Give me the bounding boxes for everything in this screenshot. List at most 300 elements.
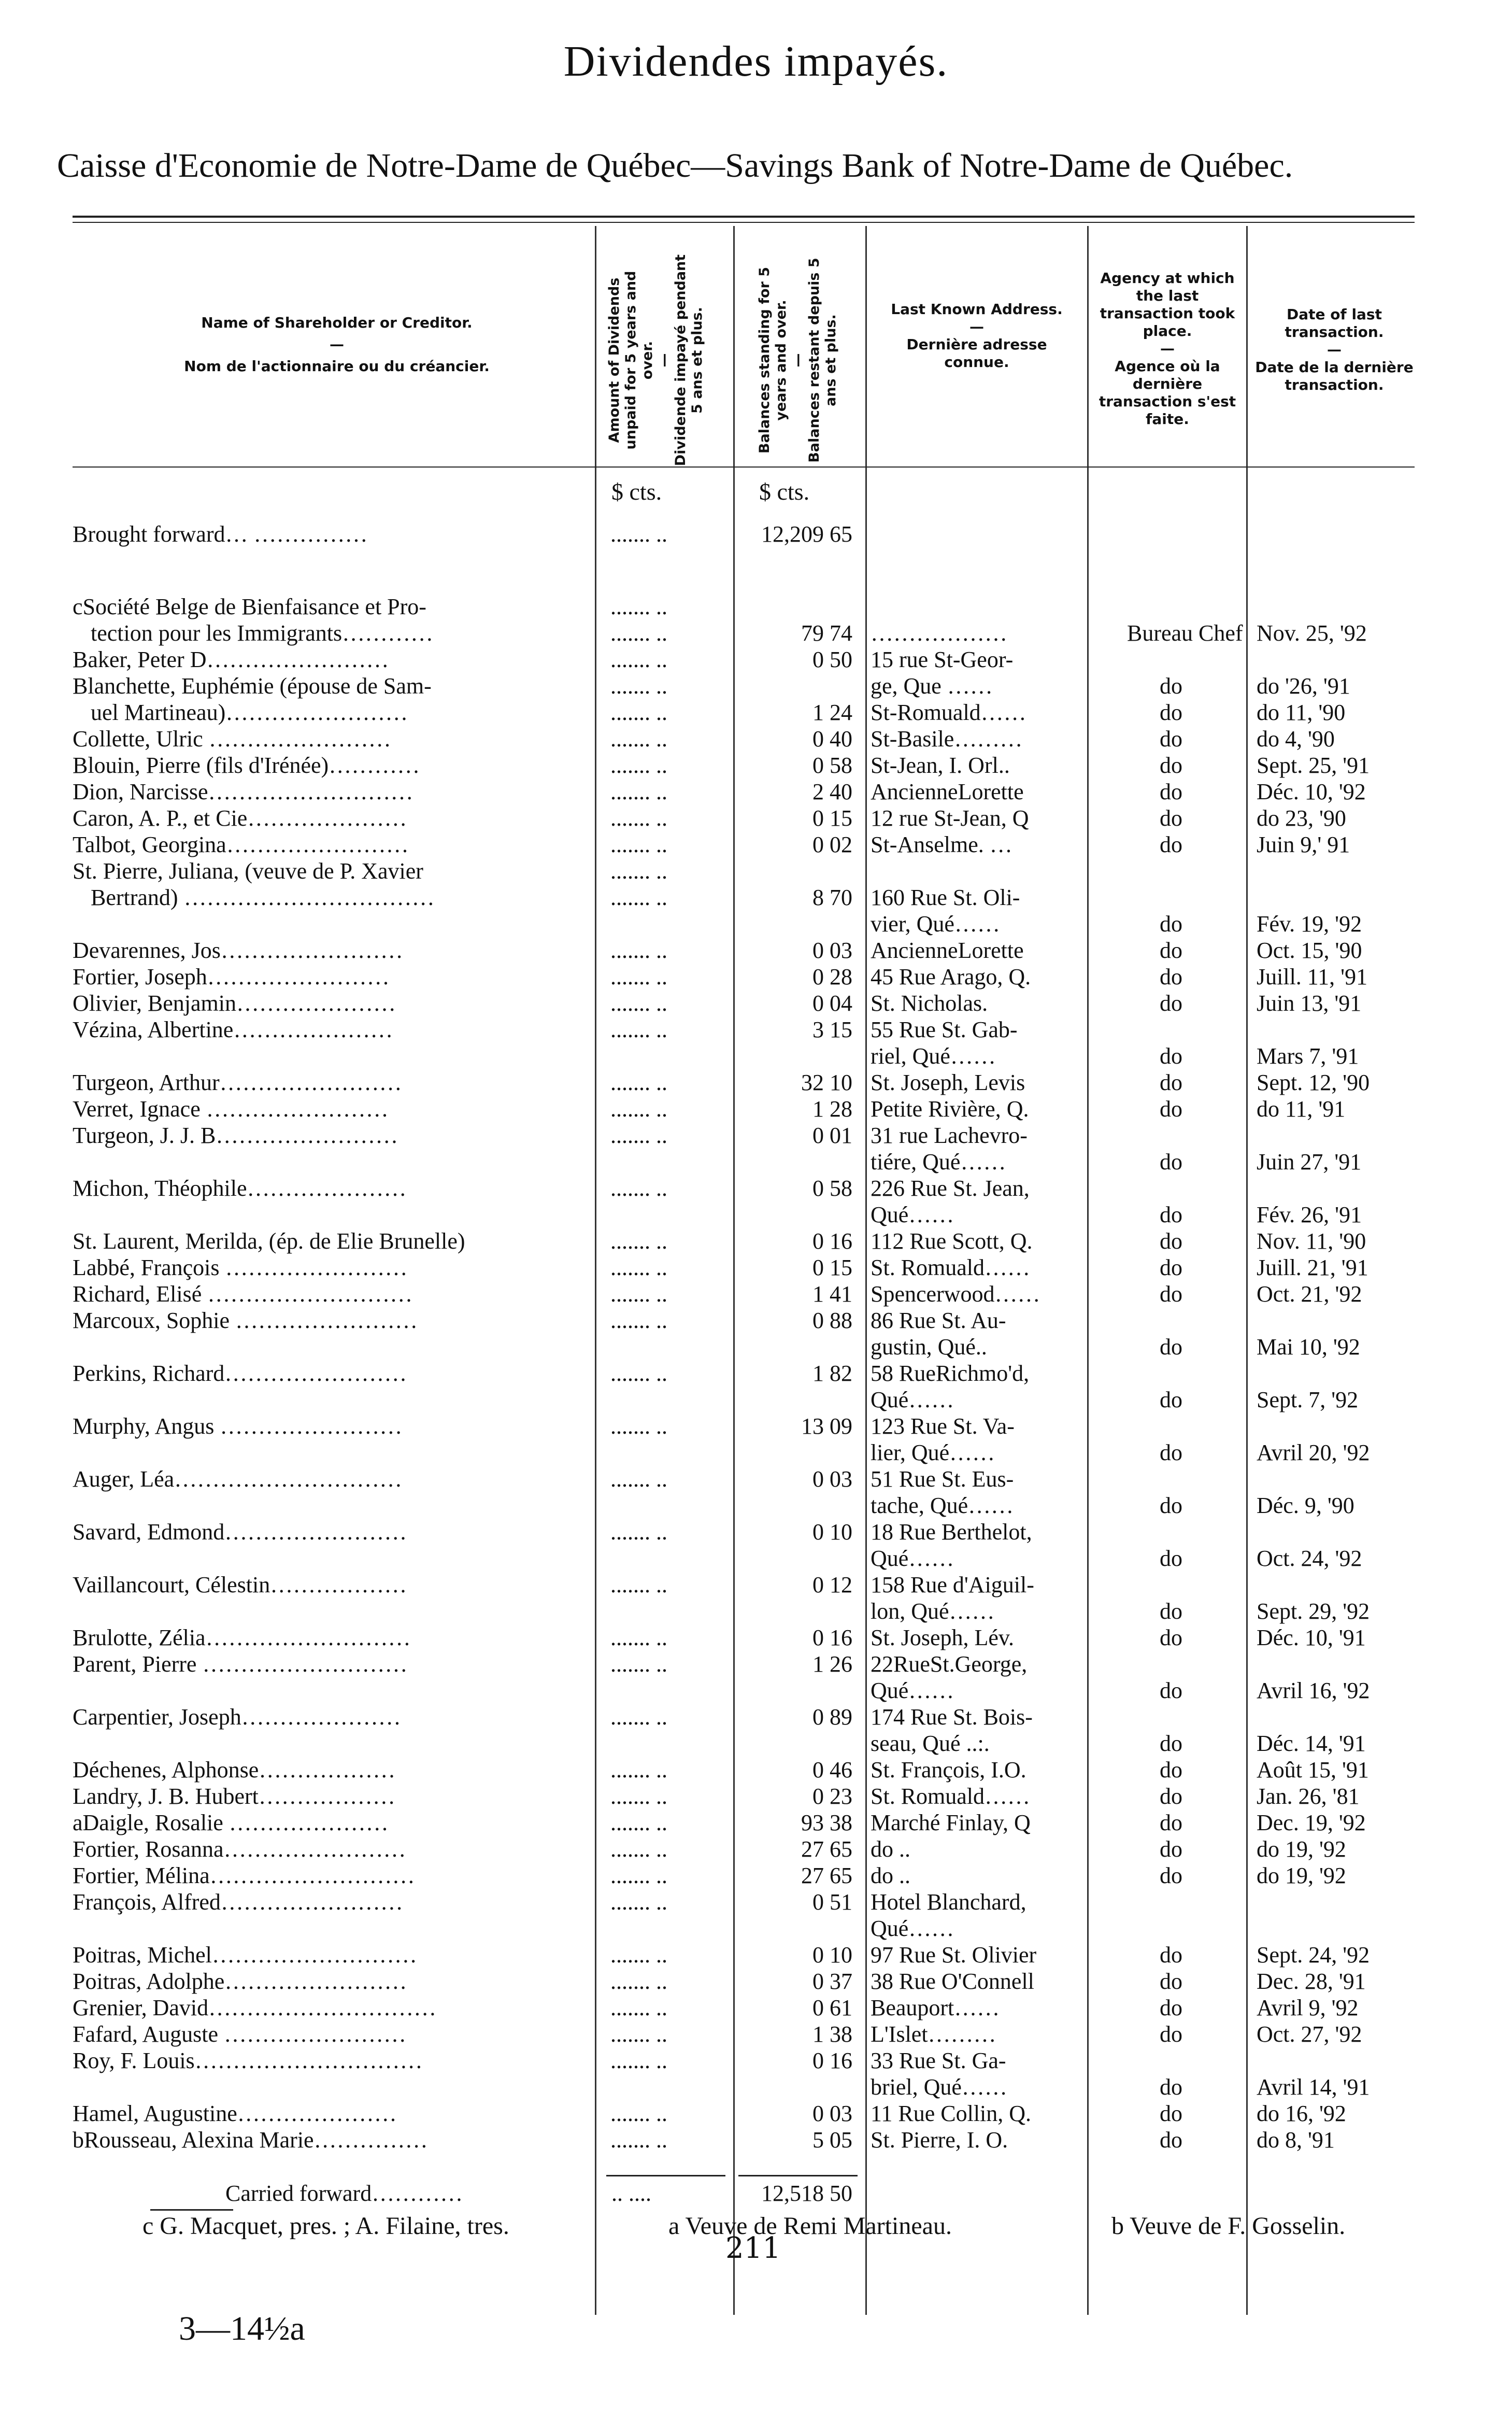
balance-amount: 0 16 [812,2048,852,2073]
balance-amount: 0 12 [812,1572,852,1597]
last-known-address: briel, Qué…… [871,2074,1007,2100]
balance-amount: 0 23 [812,1784,852,1809]
header-top-rule [73,216,1415,218]
last-known-address: AncienneLorette [871,938,1024,963]
header-date-dash: — [1327,341,1342,358]
header-name-en: Name of Shareholder or Creditor. [201,314,473,331]
balance-amount: 0 51 [812,1889,852,1915]
last-known-address: 11 Rue Collin, Q. [871,2101,1032,2126]
shareholder-name: Poitras, Adolphe…………………… [73,1969,407,1994]
agency: do [1160,1810,1182,1835]
header-dividends [606,251,705,469]
balance-amount: 0 37 [812,1969,852,1994]
agency: do [1160,1493,1182,1518]
shareholder-name: Richard, Elisé ……………………… [73,1281,413,1307]
last-transaction-date: Juill. 11, '91 [1257,964,1368,989]
dividends-leader-dots: ....... .. [610,2101,667,2126]
shareholder-name: aDaigle, Rosalie ………………… [73,1810,389,1835]
shareholder-name: Carpentier, Joseph………………… [73,1704,401,1730]
shareholder-name: Parent, Pierre ……………………… [73,1651,408,1677]
header-balances-dash: — [790,353,806,367]
balance-amount: 0 58 [812,753,852,778]
agency: do [1160,779,1182,804]
agency: do [1160,1969,1182,1994]
last-known-address: 86 Rue St. Au- [871,1308,1006,1333]
last-known-address: St. Nicholas. [871,991,988,1016]
agency: do [1160,1863,1182,1888]
last-known-address: St-Jean, I. Orl.. [871,753,1010,778]
last-transaction-date: do 16, '92 [1257,2101,1346,2126]
header-date [1251,306,1417,394]
shareholder-name: Talbot, Georgina…………………… [73,832,409,857]
shareholder-name: Bertrand) …………………………… [91,885,435,910]
balance-amount: 0 15 [812,805,852,831]
last-known-address: do .. [871,1836,910,1862]
dividends-leader-dots: ....... .. [610,832,667,857]
dividends-leader-dots: ....... .. [610,1969,667,1994]
shareholder-name: Caron, A. P., et Cie………………… [73,805,407,831]
agency: do [1160,1625,1182,1650]
last-transaction-date: Sept. 29, '92 [1257,1599,1370,1624]
dividends-leader-dots: ....... .. [610,1651,667,1677]
shareholder-name: Blouin, Pierre (fils d'Irénée)………… [73,753,420,778]
balance-amount: 0 01 [812,1123,852,1148]
last-known-address: 51 Rue St. Eus- [871,1466,1014,1492]
last-known-address: 45 Rue Arago, Q. [871,964,1031,989]
dividends-leader-dots: ....... .. [610,1704,667,1730]
agency: do [1160,700,1182,725]
last-transaction-date: do 23, '90 [1257,805,1346,831]
footnote-rule [150,2209,233,2211]
dividends-leader-dots: ....... .. [610,1625,667,1650]
shareholder-name: Hamel, Augustine………………… [73,2101,397,2126]
agency: do [1160,1784,1182,1809]
header-balances-fr: Balances restant depuis 5 ans et plus. [806,258,839,463]
header-balances-en: Balances standing for 5 years and over. [757,266,789,454]
agency: do [1160,1678,1182,1703]
column-divider-agency [1246,226,1248,2315]
last-known-address: seau, Qué ..:. [871,1731,990,1756]
agency: do [1160,938,1182,963]
balance-amount: 0 03 [812,2101,852,2126]
last-known-address: St. Joseph, Levis [871,1070,1025,1095]
last-transaction-date: Avril 14, '91 [1257,2074,1370,2100]
column-divider-balances [865,226,867,2315]
dividends-leader-dots: ....... .. [610,2021,667,2047]
last-known-address: St. François, I.O. [871,1757,1026,1783]
agency: do [1160,911,1182,937]
last-known-address: Qué…… [871,1916,954,1941]
agency: do [1160,2021,1182,2047]
last-transaction-date: Dec. 19, '92 [1257,1810,1366,1835]
balance-amount: 1 28 [812,1096,852,1122]
balance-amount: 0 40 [812,726,852,752]
last-transaction-date: Déc. 14, '91 [1257,1731,1366,1756]
shareholder-name: Landry, J. B. Hubert……………… [73,1784,395,1809]
balance-amount: 13 09 [801,1413,852,1439]
last-transaction-date: Juin 27, '91 [1257,1149,1362,1175]
carried-forward-amount: 12,518 50 [761,2181,852,2206]
agency: do [1160,726,1182,752]
dividends-leader-dots: ....... .. [610,2127,667,2153]
shareholder-name: Brulotte, Zélia……………………… [73,1625,411,1650]
last-known-address: riel, Qué…… [871,1043,996,1069]
shareholder-name: Vaillancourt, Célestin……………… [73,1572,407,1597]
last-known-address: do .. [871,1863,910,1888]
dividends-leader-dots: ....... .. [610,1889,667,1915]
dividends-leader-dots: ....... .. [610,700,667,725]
balance-amount: 0 16 [812,1228,852,1254]
header-top-rule-thin [73,222,1415,223]
last-known-address: St. Romuald…… [871,1255,1031,1280]
dividends-leader-dots: ....... .. [610,1572,667,1597]
last-known-address: lon, Qué…… [871,1599,995,1624]
shareholder-name: Vézina, Albertine………………… [73,1017,393,1042]
balance-amount: 27 65 [801,1863,852,1888]
last-transaction-date: Avril 20, '92 [1257,1440,1370,1465]
dividends-leader-dots: ....... .. [610,1519,667,1545]
last-known-address: Marché Finlay, Q [871,1810,1031,1835]
page-title: Dividendes impayés. [563,37,949,86]
last-known-address: L'Islet……… [871,2021,996,2047]
shareholder-name: tection pour les Immigrants………… [91,620,434,646]
balance-amount: 93 38 [801,1810,852,1835]
shareholder-name: bRousseau, Alexina Marie…………… [73,2127,428,2153]
agency: do [1160,1599,1182,1624]
last-transaction-date: Jan. 26, '81 [1257,1784,1360,1809]
dividends-leader-dots: ....... .. [610,1757,667,1783]
last-known-address: 15 rue St-Geor- [871,647,1014,672]
header-agency-dash: — [1160,340,1175,357]
last-known-address: 12 rue St-Jean, Q [871,805,1029,831]
balance-amount: 1 38 [812,2021,852,2047]
agency: do [1160,1149,1182,1175]
balance-amount: 12,209 65 [761,521,852,547]
shareholder-name: Dion, Narcisse……………………… [73,779,413,804]
dividends-leader-dots: ....... .. [610,964,667,989]
units-balances: $ cts. [759,478,810,505]
agency: do [1160,2127,1182,2153]
agency: do [1160,1836,1182,1862]
header-dash: — [330,336,344,353]
last-known-address: Qué…… [871,1202,954,1227]
shareholder-name: Fortier, Mélina……………………… [73,1863,415,1888]
last-transaction-date: do 8, '91 [1257,2127,1335,2153]
last-known-address: 58 RueRichmo'd, [871,1361,1030,1386]
header-balances [757,251,839,469]
last-transaction-date: Sept. 25, '91 [1257,753,1370,778]
shareholder-name: cSociété Belge de Bienfaisance et Pro- [73,594,426,619]
last-known-address: Beauport…… [871,1995,1000,2020]
last-known-address: St. Romuald…… [871,1784,1031,1809]
last-known-address: Hotel Blanchard, [871,1889,1026,1915]
shareholder-name: Collette, Ulric …………………… [73,726,391,752]
dividends-leader-dots: ....... .. [610,521,667,547]
last-known-address: St-Basile……… [871,726,1023,752]
last-known-address: vier, Qué…… [871,911,1000,937]
last-known-address: St. Joseph, Lév. [871,1625,1015,1650]
last-known-address: 123 Rue St. Va- [871,1413,1015,1439]
dividends-leader-dots: ....... .. [610,1784,667,1809]
last-transaction-date: Déc. 9, '90 [1257,1493,1354,1518]
last-transaction-date: Mars 7, '91 [1257,1043,1359,1069]
dividends-leader-dots: ....... .. [610,1810,667,1835]
last-known-address: 158 Rue d'Aiguil- [871,1572,1034,1597]
balance-amount: 1 41 [812,1281,852,1307]
balance-amount: 1 24 [812,700,852,725]
last-known-address: Qué…… [871,1678,954,1703]
last-transaction-date: Mai 10, '92 [1257,1334,1360,1360]
last-known-address: St-Romuald…… [871,700,1026,725]
last-transaction-date: Oct. 21, '92 [1257,1281,1362,1307]
header-dividends-dash: — [656,353,672,367]
dividends-leader-dots: ....... .. [610,805,667,831]
last-transaction-date: Sept. 24, '92 [1257,1942,1370,1968]
balance-amount: 1 26 [812,1651,852,1677]
last-known-address: 160 Rue St. Oli- [871,885,1020,910]
agency: do [1160,1334,1182,1360]
last-transaction-date: do '26, '91 [1257,673,1350,699]
agency: do [1160,1281,1182,1307]
shareholder-name: St. Pierre, Juliana, (veuve de P. Xavier [73,858,423,884]
last-transaction-date: Avril 9, '92 [1257,1995,1359,2020]
carried-forward-label: Carried forward………… [225,2181,463,2206]
header-agency-en: Agency at which the last transaction took place. [1100,270,1235,340]
dividends-leader-dots: ....... .. [610,726,667,752]
carried-forward-dividends-dots: .. .... [611,2181,651,2206]
last-known-address: 18 Rue Berthelot, [871,1519,1032,1545]
balance-amount: 79 74 [801,620,852,646]
last-transaction-date: Fév. 26, '91 [1257,1202,1362,1227]
agency: do [1160,991,1182,1016]
agency: do [1160,2074,1182,2100]
agency: do [1160,805,1182,831]
dividends-leader-dots: ....... .. [610,2048,667,2073]
last-transaction-date: Dec. 28, '91 [1257,1969,1366,1994]
balance-amount: 0 16 [812,1625,852,1650]
balance-amount: 0 50 [812,647,852,672]
last-known-address: Spencerwood…… [871,1281,1040,1307]
dividends-leader-dots: ....... .. [610,1836,667,1862]
shareholder-name: Turgeon, Arthur…………………… [73,1070,402,1095]
balance-amount: 32 10 [801,1070,852,1095]
last-known-address: 22RueSt.George, [871,1651,1028,1677]
last-known-address: 38 Rue O'Connell [871,1969,1034,1994]
shareholder-name: St. Laurent, Merilda, (ép. de Elie Brunelle) [73,1228,465,1254]
dividends-leader-dots: ....... .. [610,647,667,672]
agency: do [1160,1546,1182,1571]
last-transaction-date: Oct. 27, '92 [1257,2021,1362,2047]
balance-amount: 0 58 [812,1176,852,1201]
dividends-leader-dots: ....... .. [610,991,667,1016]
shareholder-name: Turgeon, J. J. B…………………… [73,1123,398,1148]
shareholder-name: Verret, Ignace …………………… [73,1096,389,1122]
balance-amount: 0 10 [812,1942,852,1968]
shareholder-name: Roy, F. Louis………………………… [73,2048,423,2073]
shareholder-name: Devarennes, Jos…………………… [73,938,403,963]
agency: do [1160,1096,1182,1122]
dividends-leader-dots: ....... .. [610,1281,667,1307]
balance-amount: 0 61 [812,1995,852,2020]
footnote-a: a Veuve de Remi Martineau. [668,2212,952,2240]
last-transaction-date: do 11, '90 [1257,700,1346,725]
dividends-leader-dots: ....... .. [610,1096,667,1122]
shareholder-name: Labbé, François …………………… [73,1255,408,1280]
shareholder-name: Brought forward… …………… [73,521,368,547]
dividends-leader-dots: ....... .. [610,1017,667,1042]
last-transaction-date: Nov. 25, '92 [1257,620,1367,646]
header-date-en: Date of last transaction. [1285,306,1384,341]
last-transaction-date: Juin 13, '91 [1257,991,1362,1016]
balance-amount: 0 15 [812,1255,852,1280]
last-known-address: gustin, Qué.. [871,1334,987,1360]
agency: do [1160,2101,1182,2126]
last-transaction-date: Sept. 12, '90 [1257,1070,1370,1095]
agency: do [1160,1043,1182,1069]
header-address-en: Last Known Address. [891,301,1063,318]
last-transaction-date: do 11, '91 [1257,1096,1346,1122]
last-known-address: Qué…… [871,1546,954,1571]
dividends-leader-dots: ....... .. [610,885,667,910]
last-transaction-date: do 19, '92 [1257,1863,1346,1888]
last-known-address: 33 Rue St. Ga- [871,2048,1006,2073]
last-transaction-date: Juin 9,' 91 [1257,832,1350,857]
shareholder-name: Grenier, David………………………… [73,1995,437,2020]
agency: do [1160,1255,1182,1280]
dividends-leader-dots: ....... .. [610,594,667,619]
dividends-leader-dots: ....... .. [610,1466,667,1492]
agency: do [1160,1228,1182,1254]
header-name-fr: Nom de l'actionnaire ou du créancier. [184,358,490,375]
page-subtitle: Caisse d'Economie de Notre-Dame de Québec—Savings Bank of Notre-Dame de Québec. [57,147,1293,185]
agency: do [1160,673,1182,699]
last-known-address: St-Anselme. … [871,832,1012,857]
agency: do [1160,1387,1182,1412]
balance-amount: 0 89 [812,1704,852,1730]
agency: do [1160,1995,1182,2020]
last-transaction-date: Sept. 7, '92 [1257,1387,1359,1412]
balance-amount: 0 10 [812,1519,852,1545]
balance-amount: 27 65 [801,1836,852,1862]
header-agency [1092,270,1243,428]
last-known-address: ge, Que …… [871,673,993,699]
last-known-address: St. Pierre, I. O. [871,2127,1008,2153]
sum-line-dividends [606,2175,725,2176]
last-known-address: lier, Qué…… [871,1440,995,1465]
last-known-address: 112 Rue Scott, Q. [871,1228,1033,1254]
dividends-leader-dots: ....... .. [610,1413,667,1439]
last-transaction-date: Oct. 24, '92 [1257,1546,1362,1571]
balance-amount: 3 15 [812,1017,852,1042]
header-address-dash: — [969,318,984,335]
shareholder-name: Olivier, Benjamin………………… [73,991,396,1016]
dividends-leader-dots: ....... .. [610,673,667,699]
dividends-leader-dots: ....... .. [610,779,667,804]
shareholder-name: Fortier, Rosanna…………………… [73,1836,406,1862]
shareholder-name: Auger, Léa………………………… [73,1466,403,1492]
dividends-leader-dots: ....... .. [610,1123,667,1148]
agency: do [1160,1731,1182,1756]
balance-amount: 0 02 [812,832,852,857]
balance-amount: 0 03 [812,1466,852,1492]
dividends-leader-dots: ....... .. [610,1308,667,1333]
shareholder-name: Baker, Peter D…………………… [73,647,389,672]
last-known-address: Qué…… [871,1387,954,1412]
dividends-leader-dots: ....... .. [610,620,667,646]
agency: do [1160,1440,1182,1465]
balance-amount: 2 40 [812,779,852,804]
agency: do [1160,1070,1182,1095]
header-agency-fr: Agence où la dernière transaction s'est faite. [1099,358,1236,428]
last-known-address: ……………… [871,620,1007,646]
units-dividends: $ cts. [611,478,662,505]
shareholder-name: uel Martineau)…………………… [91,700,408,725]
balance-amount: 0 04 [812,991,852,1016]
last-known-address: AncienneLorette [871,779,1024,804]
agency: do [1160,964,1182,989]
footnote-b: b Veuve de F. Gosselin. [1111,2212,1346,2240]
agency: do [1160,832,1182,857]
shareholder-name: François, Alfred…………………… [73,1889,403,1915]
balance-amount: 1 82 [812,1361,852,1386]
dividends-leader-dots: ....... .. [610,1176,667,1201]
dividends-leader-dots: ....... .. [610,938,667,963]
dividends-leader-dots: ....... .. [610,1070,667,1095]
balance-amount: 0 03 [812,938,852,963]
last-known-address: tiére, Qué…… [871,1149,1006,1175]
last-transaction-date: Août 15, '91 [1257,1757,1369,1783]
last-transaction-date: do 19, '92 [1257,1836,1346,1862]
header-address-fr: Dernière adresse connue. [906,336,1047,371]
shareholder-name: Perkins, Richard…………………… [73,1361,407,1386]
last-known-address: 97 Rue St. Olivier [871,1942,1037,1968]
shareholder-name: Savard, Edmond…………………… [73,1519,407,1545]
balance-amount: 0 28 [812,964,852,989]
last-known-address: 226 Rue St. Jean, [871,1176,1030,1201]
column-divider-name [595,226,596,2315]
shareholder-name: Poitras, Michel……………………… [73,1942,417,1968]
shareholder-name: Marcoux, Sophie …………………… [73,1308,418,1333]
header-dividends-en: Amount of Dividends unpaid for 5 years and over. [606,271,655,450]
last-known-address: 31 rue Lachevro- [871,1123,1028,1148]
balance-amount: 0 46 [812,1757,852,1783]
column-divider-address [1087,226,1089,2315]
dividends-leader-dots: ....... .. [610,1228,667,1254]
sum-line-balances [738,2175,858,2176]
last-transaction-date: Déc. 10, '92 [1257,779,1366,804]
page-number: 211 [725,2231,781,2265]
agency: do [1160,1202,1182,1227]
agency: do [1160,753,1182,778]
sheet-mark: 3—14½a [179,2310,305,2348]
last-transaction-date: Fév. 19, '92 [1257,911,1362,937]
agency: do [1160,1942,1182,1968]
dividends-leader-dots: ....... .. [610,1255,667,1280]
footnote-c: c G. Macquet, pres. ; A. Filaine, tres. [142,2212,509,2240]
last-transaction-date: Oct. 15, '90 [1257,938,1362,963]
shareholder-name: Murphy, Angus …………………… [73,1413,403,1439]
last-known-address: Petite Rivière, Q. [871,1096,1029,1122]
header-date-fr: Date de la dernière transaction. [1255,359,1414,393]
dividends-leader-dots: ....... .. [610,1863,667,1888]
last-transaction-date: Juill. 21, '91 [1257,1255,1368,1280]
shareholder-name: Fortier, Joseph…………………… [73,964,390,989]
last-transaction-date: do 4, '90 [1257,726,1335,752]
header-bottom-rule [73,466,1415,468]
last-known-address: 55 Rue St. Gab- [871,1017,1018,1042]
last-transaction-date: Avril 16, '92 [1257,1678,1370,1703]
shareholder-name: Déchenes, Alphonse……………… [73,1757,396,1783]
